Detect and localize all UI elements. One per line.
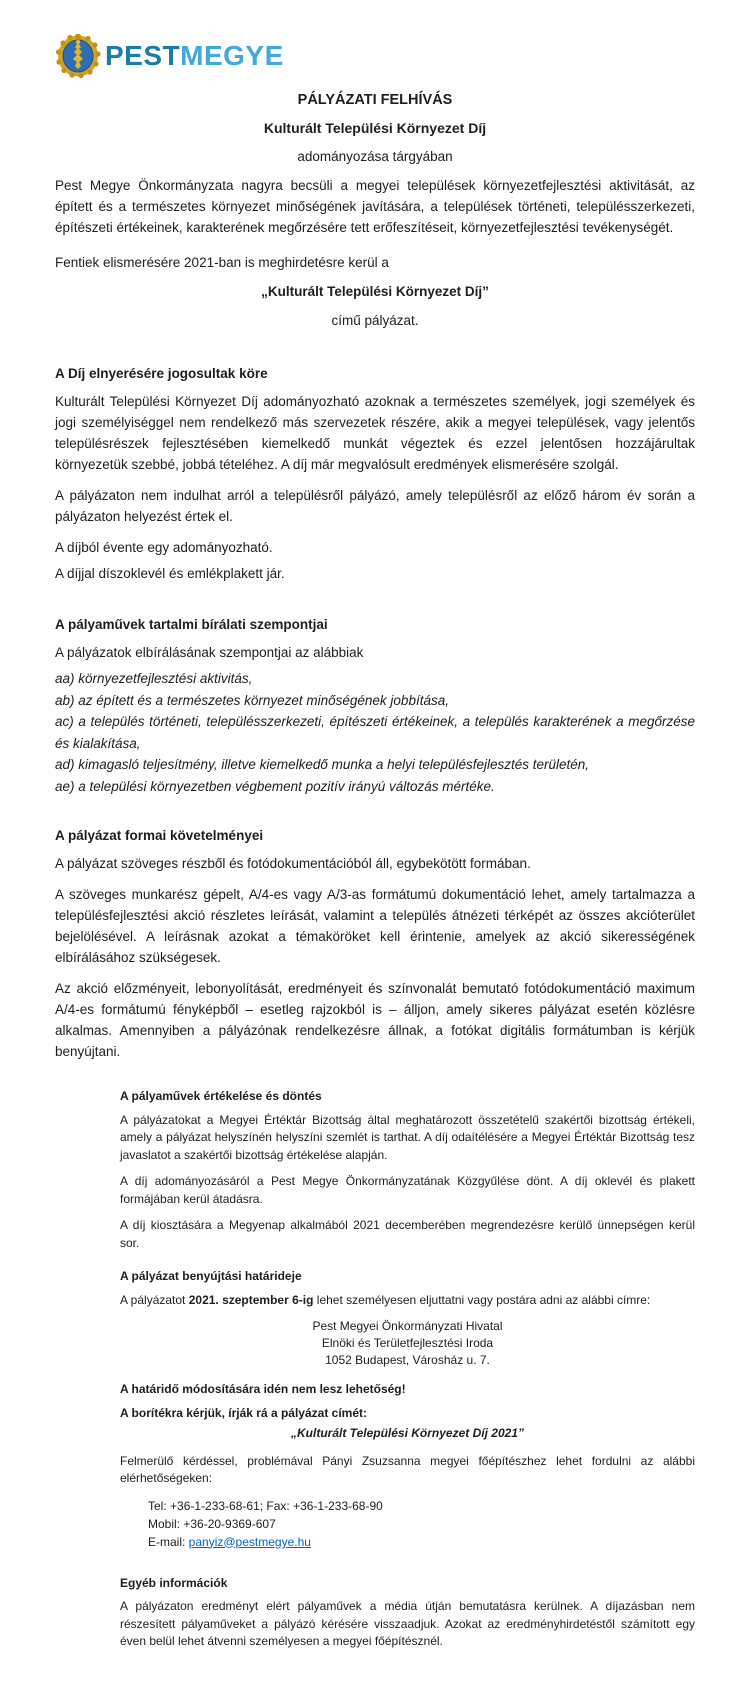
document-title: PÁLYÁZATI FELHÍVÁS [297, 92, 453, 108]
evaluation-paragraph-1: A pályázatokat a Megyei Értéktár Bizottság által meghatározott összetételű szakértői bizottság értékeli, amely a pályázat helyszínén helyszíni szemlét is tarthat. A díj odaítélésére a Megyei Értéktár Bizottság tesz javaslatot a szakértői bizottság értékelése alapján. [120, 1112, 695, 1162]
section-heading-evaluation: A pályaművek értékelése és döntés [120, 1089, 322, 1103]
contact-phone: Tel: +36-1-233-68-61; Fax: +36-1-233-68-90 [148, 1498, 383, 1513]
deadline-prefix: A pályázatot [120, 1292, 189, 1307]
document-tagline: adományozása tárgyában [297, 149, 453, 164]
criteria-list [55, 668, 695, 797]
eligibility-paragraph-4: A díjjal díszoklevél és emlékplakett jár. [55, 566, 285, 581]
eligibility-paragraph-2: A pályázaton nem indulhat arról a településről pályázó, amely településről az előző három év során a pályázaton helyezést értek el. [55, 488, 695, 524]
criteria-item: ab) az épített és a természetes környezet minőségének jobbítása, [55, 692, 449, 708]
criteria-item: ac) a település történeti, településszerkezeti, építészeti értékeinek, a település karakterének a megőrzése és kialakítása, [55, 714, 695, 751]
email-link[interactable]: panyiz@pestmegye.hu [188, 1534, 311, 1549]
criteria-item: aa) környezetfejlesztési aktivitás, [55, 671, 253, 686]
envelope-title: „Kulturált Települési Környezet Díj 2021” [291, 1426, 524, 1440]
postal-address [120, 1318, 695, 1369]
formal-paragraph-2: A szöveges munkarész gépelt, A/4-es vagy A/3-as formátumú dokumentáció lehet, amely tartalmazza a településfejlesztési akció részletes leírását, valamint a település átnézeti térképét az összes akcióterület bejelölésével. A leírásnak azokat a témaköröket kell érintenie, amelyek az akció sikerességének elbírálásához szükségesek. [55, 887, 695, 965]
section-heading-formal: A pályázat formai követelményei [55, 828, 264, 843]
document-subtitle: Kulturált Települési Környezet Díj [263, 120, 487, 136]
coat-of-arms-icon [55, 34, 101, 78]
deadline-suffix: lehet személyesen eljuttatni vagy postára adni az alábbi címre: [313, 1292, 651, 1307]
intro-announce-line: Fentiek elismerésére 2021-ban is meghirdetésre kerül a [55, 255, 389, 270]
criteria-item: ae) a települési környezetben végbement pozitív irányú változás mértéke. [55, 778, 495, 794]
address-line: Pest Megyei Önkormányzati Hivatal [312, 1319, 503, 1333]
criteria-intro: A pályázatok elbírálásának szempontjai az alábbiak [55, 645, 364, 660]
section-heading-eligibility: A Díj elnyerésére jogosultak köre [55, 366, 268, 381]
section-heading-deadline: A pályázat benyújtási határideje [120, 1269, 302, 1283]
evaluation-paragraph-2: A díj adományozásáról a Pest Megye Önkormányzatának Közgyűlése dönt. A díj oklevél és plakett formájában kerül átadásra. [120, 1174, 695, 1206]
section-heading-criteria: A pályaművek tartalmi bírálati szempontjai [55, 617, 328, 632]
logo-text-pest: PEST [105, 40, 181, 71]
address-line: 1052 Budapest, Városház u. 7. [325, 1353, 490, 1367]
cimu-line: című pályázat. [331, 313, 419, 328]
logo-wordmark [105, 42, 284, 70]
pestmegye-logo [55, 34, 695, 78]
contact-intro: Felmerülő kérdéssel, problémával Pányi Zsuzsanna megyei főépítészhez lehet fordulni az alábbi elérhetőségeken: [120, 1453, 695, 1485]
eligibility-paragraph-1: Kulturált Települési Környezet Díj adományozható azoknak a természetes személyek, jogi személyek és jogi személyiséggel nem rendelkező más szervezetek részére, akik a megyei települések, vagy jelentős településrészek fejlesztésében kiemelkedő munkát végeztek és ezzel jelentősen hozzájárultak környezetük szebbé, jobbá tételéhez. A díj már megvalósult eredmények elismerésére szolgál. [55, 394, 695, 472]
award-name-quote: „Kulturált Települési Környezet Díj” [261, 284, 489, 299]
contact-mobile: Mobil: +36-20-9369-607 [148, 1516, 276, 1531]
secondary-info-block [120, 1088, 695, 1651]
formal-paragraph-3: Az akció előzményeit, lebonyolítását, eredményeit és színvonalát bemutató fotódokumentáció maximum A/4-es formátumú fényképből – esetleg rajzokból is – álljon, amely sikeres pályázat esetén közlésre alkalmas. Amennyiben a pályázónak rendelkezésre állnak, a fotókat digitális formátumban is kérjük benyújtani. [55, 981, 695, 1059]
section-heading-other: Egyéb információk [120, 1575, 228, 1590]
contact-block [148, 1497, 695, 1551]
envelope-instruction: A borítékra kérjük, írják rá a pályázat címét: [120, 1405, 368, 1420]
email-label: E-mail: [148, 1534, 189, 1549]
contact-email-line [148, 1533, 695, 1551]
logo-text-megye: MEGYE [180, 40, 284, 71]
deadline-no-change-notice: A határidő módosítására idén nem lesz lehetőség! [120, 1382, 406, 1396]
eligibility-paragraph-3: A díjból évente egy adományozható. [55, 540, 273, 555]
other-paragraph-1: A pályázaton eredményt elért pályaművek a média útján bemutatásra kerülnek. A díjazásban nem részesített pályaműveket a pályázó kérésére visszaadjuk. Azokat az eredményhirdetéstől számított egy éven belül lehet átvenni személyesen a megyei főépítésznél. [120, 1599, 695, 1648]
intro-paragraph: Pest Megye Önkormányzata nagyra becsüli a megyei települések környezetfejlesztési aktivitását, az épített és a természetes környezet minőségének javítására, a települések történeti, településszerkezeti, építészeti értékeinek, karakterének megőrzésére tett erőfeszítéseit, környezetfejlesztési tevékenységét. [55, 178, 695, 235]
deadline-sentence [120, 1292, 695, 1310]
address-line: Elnöki és Területfejlesztési Iroda [321, 1336, 494, 1350]
criteria-item: ad) kimagasló teljesítmény, illetve kiemelkedő munka a helyi településfejlesztés területén, [55, 757, 590, 772]
formal-paragraph-1: A pályázat szöveges részből és fotódokumentációból áll, egybekötött formában. [55, 856, 531, 871]
evaluation-paragraph-3: A díj kiosztására a Megyenap alkalmából 2021 decemberében megrendezésre kerülő ünnepségen kerül sor. [120, 1218, 695, 1250]
deadline-date: 2021. szeptember 6-ig [188, 1292, 314, 1307]
